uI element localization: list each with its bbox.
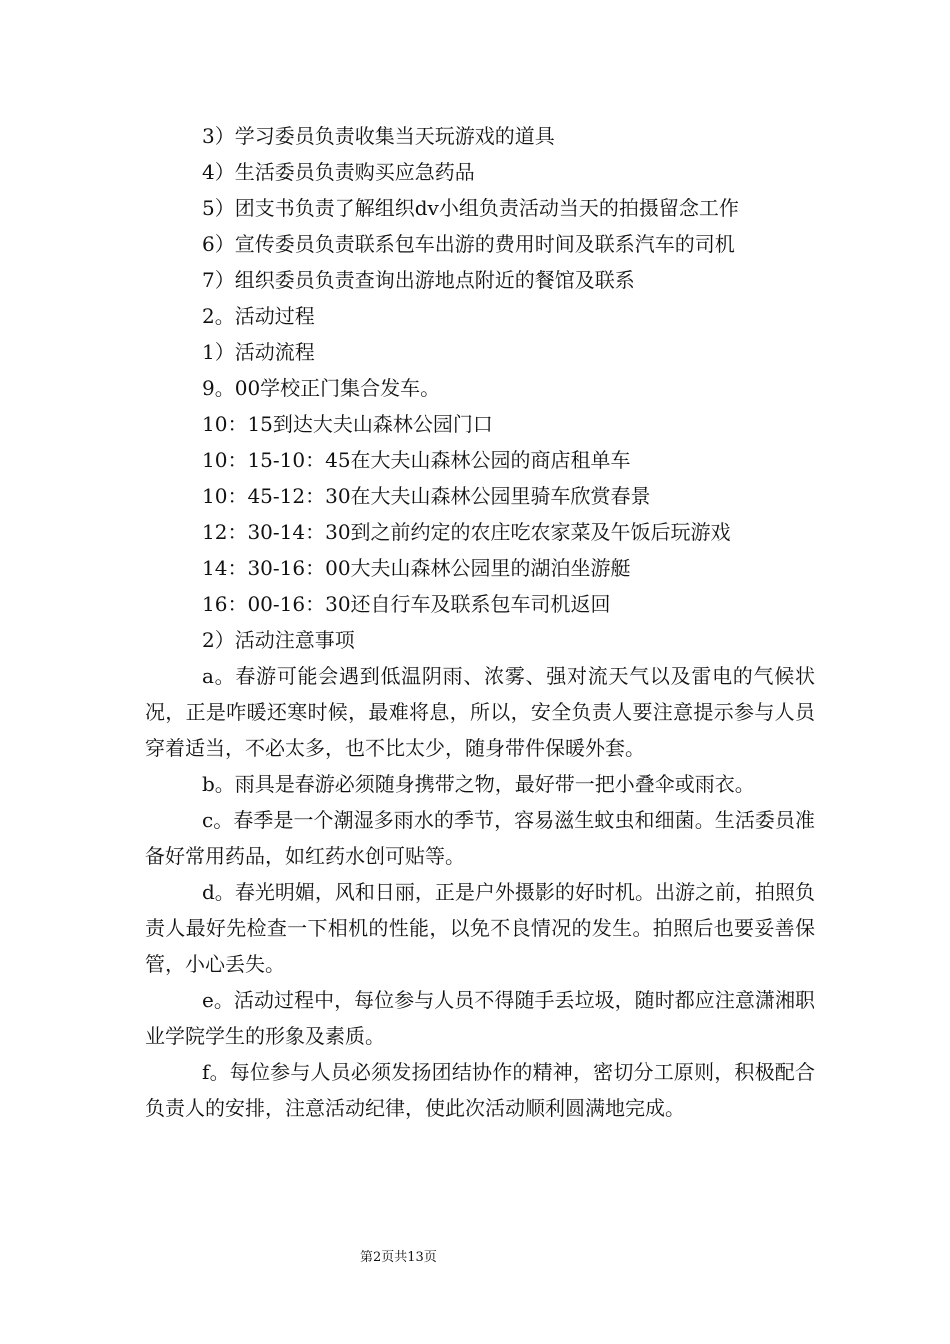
note-paragraph-f: f。每位参与人员必须发扬团结协作的精神，密切分工原则，积极配合负责人的安排，注意活动纪律，使此次活动顺利圆满地完成。: [145, 1060, 815, 1120]
note-paragraph-c: c。春季是一个潮湿多雨水的季节，容易滋生蚊虫和细菌。生活委员准备好常用药品，如红药水创可贴等。: [145, 808, 815, 868]
note-paragraph-e: e。活动过程中，每位参与人员不得随手丢垃圾，随时都应注意潇湘职业学院学生的形象及素质。: [145, 988, 815, 1048]
list-line: 3）学习委员负责收集当天玩游戏的道具: [202, 124, 555, 148]
subsection-heading: 2）活动注意事项: [202, 628, 355, 652]
page-number: 第2页共13页: [360, 1250, 437, 1265]
section-heading: 2。活动过程: [202, 304, 315, 328]
schedule-item: 10：15-10：45在大夫山森林公园的商店租单车: [202, 448, 631, 472]
note-paragraph-d: d。春光明媚，风和日丽，正是户外摄影的好时机。出游之前，拍照负责人最好先检查一下相机的性能，以免不良情况的发生。拍照后也要妥善保管，小心丢失。: [145, 880, 815, 976]
list-line: 5）团支书负责了解组织dv小组负责活动当天的拍摄留念工作: [202, 196, 739, 220]
note-paragraph-a: a。春游可能会遇到低温阴雨、浓雾、强对流天气以及雷电的气候状况，正是咋暖还寒时候，最难将息，所以，安全负责人要注意提示参与人员穿着适当，不必太多，也不比太少，随身带件保暖外套。: [145, 664, 815, 760]
list-line: 4）生活委员负责购买应急药品: [202, 160, 475, 184]
schedule-item: 14：30-16：00大夫山森林公园里的湖泊坐游艇: [202, 556, 631, 580]
list-line: 6）宣传委员负责联系包车出游的费用时间及联系汽车的司机: [202, 232, 735, 256]
list-line: 7）组织委员负责查询出游地点附近的餐馆及联系: [202, 268, 635, 292]
schedule-item: 16：00-16：30还自行车及联系包车司机返回: [202, 592, 611, 616]
schedule-item: 12：30-14：30到之前约定的农庄吃农家菜及午饭后玩游戏: [202, 520, 731, 544]
note-paragraph-b: b。雨具是春游必须随身携带之物，最好带一把小叠伞或雨衣。: [202, 772, 755, 796]
schedule-item: 10：45-12：30在大夫山森林公园里骑车欣赏春景: [202, 484, 651, 508]
schedule-item: 9。00学校正门集合发车。: [202, 376, 441, 400]
document-body: [145, 118, 815, 1126]
subsection-heading: 1）活动流程: [202, 340, 315, 364]
schedule-item: 10：15到达大夫山森林公园门口: [202, 412, 493, 436]
